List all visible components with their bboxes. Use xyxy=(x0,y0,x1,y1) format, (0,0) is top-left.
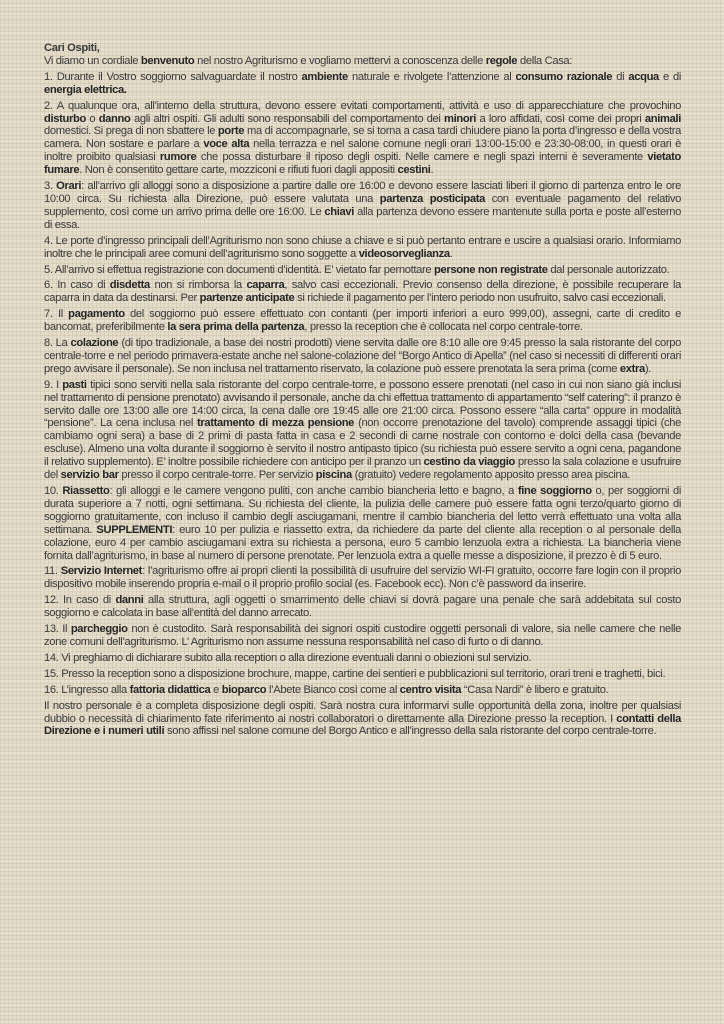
text-run: si richiede il pagamento per l’intero periodo non usufruito, salvo casi eccezionali. xyxy=(294,292,666,305)
bold-term: contatti della Direzione e i numeri utili xyxy=(44,712,681,738)
rule-paragraph xyxy=(44,700,681,739)
text-run: ma di accompagnarle, se si torna a casa tardi chiudere piano la porta d’ingresso e della vostra camera. Non sostare e parlare a xyxy=(44,125,681,151)
house-rules-document xyxy=(44,42,681,741)
rule-paragraph xyxy=(44,379,681,482)
text-run: 2. A qualunque ora, all’interno della struttura, devono essere evitati comportamenti, attività e uso di apparecchiature che provochino xyxy=(44,99,681,112)
rule-paragraph xyxy=(44,623,681,649)
text-run: e xyxy=(210,683,222,696)
bold-term: vietato fumare xyxy=(44,151,681,177)
text-run: 16. L’ingresso alla xyxy=(44,683,130,696)
intro-paragraph xyxy=(44,55,681,68)
text-run: agli altri ospiti. Gli adulti sono responsabili del comportamento dei xyxy=(130,112,444,125)
text-run: o, per soggiorni di durata superiore a 7 notti, ogni settimana. Su richiesta del cliente, la pulizia delle camere può essere fatta ogni terzo/quarto giorno di soggiorno gratuitamente, con incluso il cambio degli asciugamani, mentre il cambio biancheria del letto verrà effettuato una volta alla settimana. xyxy=(44,485,681,536)
text-run: di xyxy=(612,70,629,83)
text-run: sono affissi nel salone comune del Borgo Antico e all’ingresso della sala ristorante del corpo centrale-torre. xyxy=(164,725,657,738)
bold-term: Servizio Internet xyxy=(60,565,143,578)
text-run: Vi diamo un cordiale xyxy=(44,54,141,67)
bold-term: Riassetto xyxy=(62,485,110,497)
text-run: presso la sala colazione e usufruire del xyxy=(44,456,681,482)
text-run: 9. I xyxy=(44,378,63,391)
text-run: . xyxy=(430,164,434,177)
bold-term: benvenuto xyxy=(140,54,195,67)
rule-paragraph xyxy=(44,652,681,665)
bold-term: cestini xyxy=(397,164,431,177)
bold-term: danni xyxy=(115,594,144,607)
text-run: a loro affidati, così come dei propri xyxy=(476,112,645,125)
rule-paragraph xyxy=(44,279,681,305)
bold-term: disdetta xyxy=(109,279,150,292)
text-run: l’Abete Bianco così come al xyxy=(266,683,400,696)
text-run: nella terrazza e nel salone comune negli orari 13:00-15:00 e 23:30-08:00, in questi orari è inoltre proibito qualsiasi xyxy=(44,138,682,164)
bold-term: videosorveglianza xyxy=(358,247,450,260)
rule-paragraph xyxy=(44,180,681,232)
text-run: alla partenza devono essere mantenute sulla porta e poste all’esterno di essa. xyxy=(44,205,681,231)
bold-term: SUPPLEMENTI xyxy=(96,523,173,536)
text-run: del soggiorno può essere effettuato con contanti (per importi inferiori a euro 999,00), assegni, carte di credito e bancomat, preferibilmente xyxy=(44,308,681,334)
text-run: 6. In caso di xyxy=(44,279,110,292)
bold-term: fattoria didattica xyxy=(129,683,211,696)
bold-term: rumore xyxy=(159,151,197,164)
text-run: 3. xyxy=(44,180,57,193)
text-run: . xyxy=(449,247,453,260)
text-run: 12. In caso di xyxy=(44,594,116,607)
bold-term: persone non registrate xyxy=(434,263,548,276)
rule-paragraph xyxy=(44,100,681,177)
text-run: 8. La xyxy=(44,337,71,350)
text-run: , salvo casi eccezionali. Previo consenso della direzione, è possibile recuperare la caparra in data da destinarsi. Per xyxy=(44,279,681,305)
bold-term: trattamento di mezza pensione xyxy=(196,417,355,430)
text-run: , presso la reception che è collocata nel corpo centrale-torre. xyxy=(304,321,583,334)
text-run: 14. Vi preghiamo di dichiarare subito alla reception o alla direzione eventuali danni o obiezioni sul servizio. xyxy=(44,651,532,664)
text-run: 11. xyxy=(44,565,61,578)
greeting xyxy=(44,42,681,55)
bold-term: la sera prima della partenza xyxy=(167,321,305,334)
bold-term: minori xyxy=(443,112,477,125)
text-run: dal personale autorizzato. xyxy=(547,263,670,276)
rule-paragraph xyxy=(44,264,681,277)
text-run: (non occorre prenotazione del tavolo) comprende assaggi tipici (che cambiamo ogni sera) a base di 2 primi di pasta fatta in casa e 2 secondi di carne nostrale con contorno e dolci della casa (bevande escluse). Almeno una volta durante il soggiorno è servito il nostro antipasto tipico (su richiesta può essere servito a ogni cena, pagandone il relativo supplemento). E’ inoltre possibile richiedere con anticipo per il pranzo un xyxy=(44,417,681,469)
text-run: Cari Ospiti, xyxy=(44,42,100,54)
bold-term: disturbo xyxy=(44,112,86,125)
text-run: (gratuito) vedere regolamento apposito presso area piscina. xyxy=(351,469,631,482)
bold-term: pasti xyxy=(62,378,87,391)
text-run: domestici. Si prega di non sbattere le xyxy=(44,125,218,138)
text-run: non è custodito. Sarà responsabilità dei signori ospiti custodire oggetti personali di valore, sia nelle camere che nelle zone comuni dell’agriturismo. L’ Agriturismo non assume nessuna responsabilità nel caso di furto o di danno. xyxy=(44,623,681,648)
rule-paragraph xyxy=(44,594,681,620)
rule-paragraph xyxy=(44,71,681,97)
bold-term: centro visita xyxy=(399,683,462,696)
text-run: che possa disturbare il riposo degli ospiti. Nelle camere e negli spazi interni è severamente xyxy=(196,151,648,164)
bold-term: porte xyxy=(217,125,245,138)
rule-paragraph xyxy=(44,308,681,334)
text-run: . Non è consentito gettare carte, mozziconi e rifiuti fuori dagli appositi xyxy=(79,164,398,177)
text-run: 13. Il xyxy=(44,623,71,636)
bold-term: parcheggio xyxy=(70,623,128,636)
rule-paragraph xyxy=(44,235,681,261)
bold-term: partenze anticipate xyxy=(199,292,295,305)
bold-term: regole xyxy=(485,54,518,67)
bold-term: bioparco xyxy=(221,683,267,696)
text-run: : l’agriturismo offre ai propri clienti la possibilità di usufruire del servizio WI-FI gratuito, occorre fare login con il proprio dispositivo mobile inserendo propria e-mail o il proprio profilo social (es. Facebook ecc). Non c’è password da inserire. xyxy=(44,565,681,591)
text-run: tipici sono serviti nella sala ristorante del corpo centrale-torre, e possono essere prenotati (nel caso in cui non siano già inclusi nel trattamento di pensione prenotato) avvisando il personale, anche da chi effettua trattamento di appartamento “self catering”: il pranzo è servito dalle ore 13:00 alle ore 14:00 circa, la cena dalle ore 19:45 alle ore 21:00 circa. Possono essere “alla carta” oppure in modalità “pensione”. La cena inclusa nel xyxy=(44,378,681,430)
rule-paragraph xyxy=(44,485,681,562)
bold-term: pagamento xyxy=(68,308,125,321)
bold-term: danno xyxy=(98,112,131,125)
text-run: alla struttura, agli oggetti o smarrimento delle chiavi si dovrà pagare una penale che sarà addebitata sul costo soggiorno e calcolata in base all’entità del danno arrecato. xyxy=(44,594,681,620)
text-run: “Casa Nardi” è libero e gratuito. xyxy=(461,683,609,696)
bold-term: ambiente xyxy=(301,70,348,83)
text-run: ). xyxy=(644,362,652,375)
text-run: 4. Le porte d’ingresso principali dell’Agriturismo non sono chiuse a chiave e si può pertanto entrare e uscire a qualsiasi orario. Informiamo inoltre che le principali aree comuni dell’agriturismo sono soggette a xyxy=(44,234,681,260)
bold-term: fine soggiorno xyxy=(517,485,592,497)
text-run: della Casa: xyxy=(517,54,573,67)
bold-term: energia elettrica. xyxy=(44,83,127,96)
text-run: o xyxy=(85,112,99,125)
text-run: 1. Durante il Vostro soggiorno salvaguardate il nostro xyxy=(44,70,302,83)
text-run: Il nostro personale è a completa disposizione degli ospiti. Sarà nostra cura informarvi sulle opportunità della zona, inoltre per qualsiasi dubbio o necessità di chiarimento fate riferimento ai nostri collaboratori o direttamente alla Direzione presso la reception. I xyxy=(44,699,681,725)
text-run: (di tipo tradizionale, a base dei nostri prodotti) viene servita dalle ore 8:10 alle ore 9:45 presso la sala ristorante del corpo centrale-torre e nel periodo primavera-estate anche nel salone-colazione del “Borgo Antico di Apella” (nel caso si necessiti di differenti orari prego avvisare il personale). Se non inclusa nel trattamento riservato, la colazione può essere prenotata la sera prima (come xyxy=(44,337,681,375)
bold-term: Orari xyxy=(56,180,82,193)
bold-term: piscina xyxy=(315,469,352,482)
bold-term: extra xyxy=(619,362,645,375)
text-run: : all’arrivo gli alloggi sono a disposizione a partire dalle ore 16:00 e devono essere lasciati liberi il giorno di partenza entro le ore 10:00 circa. Su richiesta alla Direzione, può essere valutata una xyxy=(44,180,681,205)
bold-term: chiavi xyxy=(324,205,355,218)
bold-term: partenza posticipata xyxy=(379,192,485,205)
text-run: e di xyxy=(658,70,681,83)
rule-paragraph xyxy=(44,337,681,376)
rule-paragraph xyxy=(44,668,681,681)
text-run: naturale e rivolgete l’attenzione al xyxy=(347,70,516,83)
text-run: 15. Presso la reception sono a disposizione brochure, mappe, cartine dei sentieri e pubblicazioni sul territorio, orari treni e traghetti, bici. xyxy=(44,667,666,680)
rule-paragraph xyxy=(44,565,681,591)
text-run: 5. All’arrivo si effettua registrazione con documenti d’identità. E’ vietato far pernottare xyxy=(44,263,435,276)
bold-term: servizio bar xyxy=(60,469,119,482)
bold-term: colazione xyxy=(70,337,119,350)
text-run: : gli alloggi e le camere vengono puliti, con anche cambio biancheria letto e bagno, a xyxy=(109,485,518,497)
bold-term: consumo razionale xyxy=(515,70,613,83)
bold-term: voce alta xyxy=(203,138,250,151)
text-run: non si rimborsa la xyxy=(149,279,247,292)
bold-term: caparra xyxy=(246,279,285,292)
text-run: nel nostro Agriturismo e vogliamo mettervi a conoscenza delle xyxy=(194,54,486,67)
text-run: 10. xyxy=(44,485,63,497)
bold-term: acqua xyxy=(628,70,659,83)
rule-paragraph xyxy=(44,684,681,697)
text-run: : euro 10 per pulizia e riassetto extra, da richiedere da parte del cliente alla reception o al personale della colazione, euro 4 per cambio asciugamani extra su richiesta a persona, euro 5 cambio lenzuola extra a richiesta. La biancheria viene fornita dall’agriturismo, in base al numero di persone prenotate. Per lenzuola extra a quelle messe a disposizione, il prezzo è di 5 euro. xyxy=(44,523,681,562)
text-run: 7. Il xyxy=(44,308,69,321)
bold-term: cestino da viaggio xyxy=(423,456,516,469)
bold-term: animali xyxy=(644,112,681,125)
text-run: con eventuale pagamento del relativo supplemento, così come un arrivo prima delle ore 16:00. Le xyxy=(44,192,682,218)
text-run: presso il corpo centrale-torre. Per servizio xyxy=(118,469,316,482)
